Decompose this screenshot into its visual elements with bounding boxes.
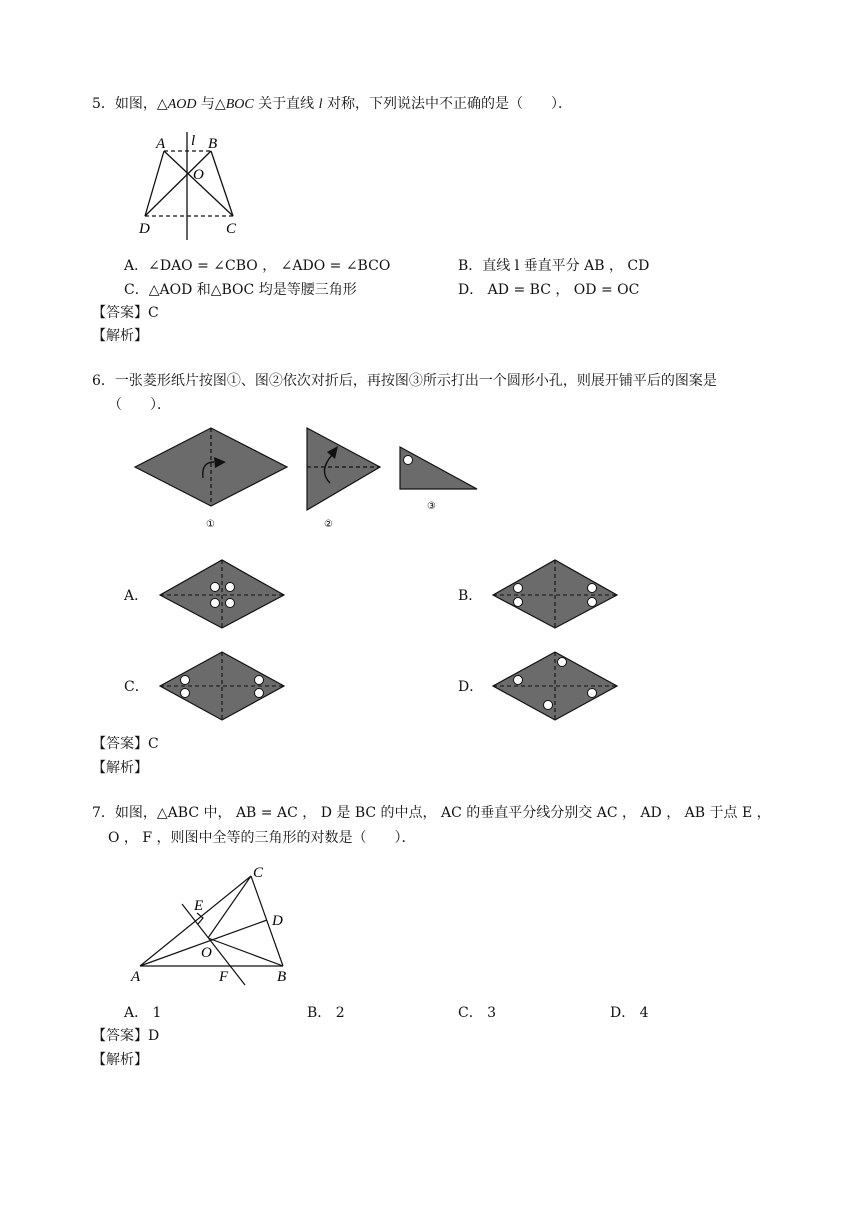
q7-option-c[interactable]: C． 3	[458, 1005, 497, 1021]
q6-option-b-label[interactable]: B．	[458, 588, 483, 604]
q6-stem-line1: 6．一张菱形纸片按图①、图②依次对折后，再按图③所示打出一个圆形小孔，则展开铺平后的图案是	[92, 373, 717, 389]
q5-label-o: O	[193, 167, 204, 183]
q7-label-o: O	[201, 945, 212, 961]
q5-option-d[interactable]: D． AD = BC ， OD = OC	[458, 282, 640, 298]
q5-option-a[interactable]: A．∠DAO = ∠CBO ， ∠ADO = ∠BCO	[124, 258, 391, 274]
q6-fig-num-3: ③	[427, 501, 436, 512]
q6-fold-figure-3	[400, 447, 477, 489]
q7-analysis: 【解析】	[92, 1052, 148, 1068]
q6-stem-line2: （ ）．	[108, 397, 171, 413]
q7-option-a[interactable]: A． 1	[124, 1005, 162, 1021]
q6-option-d-figure[interactable]	[493, 652, 617, 720]
q7-answer: 【答案】D	[92, 1028, 160, 1044]
q7-perp-bisector	[182, 904, 245, 985]
q5-label-c: C	[226, 221, 237, 237]
q7-option-d[interactable]: D． 4	[610, 1005, 649, 1021]
q5-stem: 5．如图，△AOD 与△BOC 关于直线 l 对称，下列说法中不正确的是（ ）．	[92, 96, 572, 112]
q7-option-b[interactable]: B． 2	[307, 1005, 345, 1021]
q6-option-c-label[interactable]: C．	[124, 679, 149, 695]
q6-option-c-figure[interactable]	[160, 652, 284, 720]
q7-figure	[140, 876, 283, 985]
q7-stem-line1: 7．如图，△ABC 中， AB = AC ， D 是 BC 的中点， AC 的垂直平分线分别交 AC ， AD ， AB 于点 E ，	[92, 805, 771, 821]
q5-answer: 【答案】C	[92, 305, 159, 321]
q6-option-a-figure[interactable]	[160, 560, 284, 628]
q7-stem-line2: O ， F ，则图中全等的三角形的对数是（ ）．	[108, 830, 416, 846]
q5-label-d: D	[139, 221, 150, 237]
q5-option-b[interactable]: B．直线 l 垂直平分 AB ， CD	[458, 258, 650, 274]
q7-label-e: E	[194, 898, 204, 914]
q7-label-d: D	[272, 913, 283, 929]
q7-label-a: A	[131, 969, 141, 985]
q6-fold-figure-2	[307, 428, 380, 510]
q5-label-b: B	[208, 136, 218, 152]
q6-fold-figure-1	[135, 428, 287, 506]
q5-number: 5．	[92, 96, 115, 112]
q5-option-c[interactable]: C．△AOD 和△BOC 均是等腰三角形	[124, 282, 357, 298]
q5-label-l: l	[191, 133, 196, 149]
q6-fig-num-2: ②	[324, 519, 333, 530]
q7-label-c: C	[253, 865, 264, 881]
q6-fig-num-1: ①	[206, 519, 215, 530]
q6-analysis: 【解析】	[92, 760, 148, 776]
q6-option-d-label[interactable]: D．	[458, 679, 484, 695]
q6-answer: 【答案】C	[92, 736, 159, 752]
q5-label-a: A	[156, 136, 166, 152]
q7-label-b: B	[277, 969, 287, 985]
q7-label-f: F	[219, 969, 229, 985]
q6-option-b-figure[interactable]	[493, 560, 617, 628]
q6-option-a-label[interactable]: A．	[124, 588, 149, 604]
q5-analysis: 【解析】	[92, 328, 148, 344]
